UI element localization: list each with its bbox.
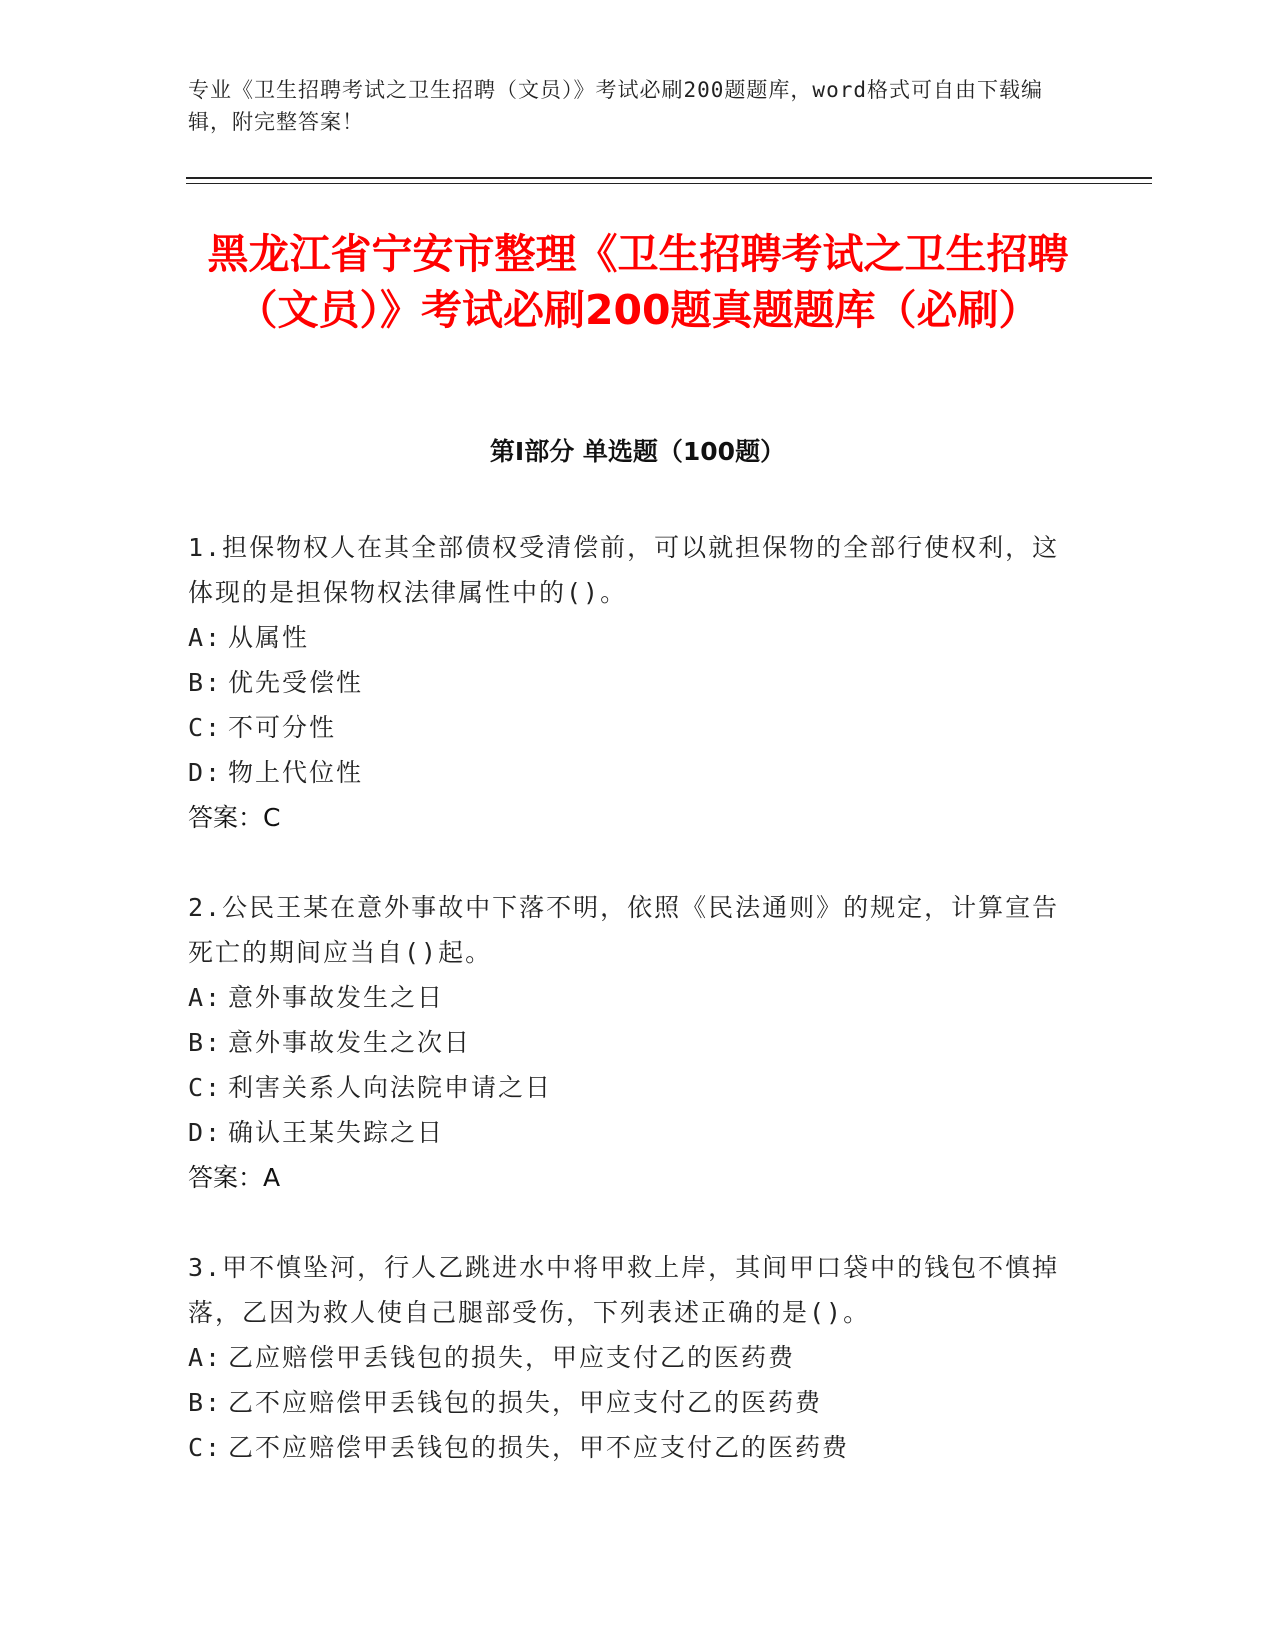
option-c	[188, 705, 1068, 750]
answer: 答案：A	[188, 1163, 281, 1192]
option-b	[188, 1380, 1068, 1425]
option-c	[188, 1425, 1068, 1470]
option-text: 物上代位性	[228, 758, 364, 787]
option-b	[188, 660, 1068, 705]
option-text: 乙不应赔偿甲丢钱包的损失，甲不应支付乙的医药费	[228, 1433, 850, 1462]
option-key: B:	[188, 1028, 223, 1057]
question-1	[188, 525, 1068, 840]
question-stem: 3.甲不慎坠河，行人乙跳进水中将甲救上岸，其间甲口袋中的钱包不慎掉落，乙因为救人使自己腿部受伤，下列表述正确的是()。	[188, 1253, 1060, 1327]
option-text: 乙应赔偿甲丢钱包的损失，甲应支付乙的医药费	[228, 1343, 796, 1372]
option-key: B:	[188, 668, 223, 697]
answer: 答案：C	[188, 803, 281, 832]
option-key: D:	[188, 1118, 223, 1147]
document-title: 黑龙江省宁安市整理《卫生招聘考试之卫生招聘（文员）》考试必刷200题真题题库（必刷）	[207, 230, 1069, 334]
option-a	[188, 1335, 1068, 1380]
option-text: 利害关系人向法院申请之日	[228, 1073, 553, 1102]
option-key: C:	[188, 713, 223, 742]
option-key: D:	[188, 758, 223, 787]
option-b	[188, 1020, 1068, 1065]
option-text: 不可分性	[228, 713, 337, 742]
question-stem: 1.担保物权人在其全部债权受清偿前，可以就担保物的全部行使权利，这体现的是担保物权法律属性中的()。	[188, 533, 1060, 607]
option-text: 优先受偿性	[228, 668, 364, 697]
option-text: 确认王某失踪之日	[228, 1118, 445, 1147]
option-key: A:	[188, 983, 223, 1012]
section-title: 第Ⅰ部分 单选题（100题）	[489, 437, 786, 466]
option-key: B:	[188, 1388, 223, 1417]
question-2	[188, 885, 1068, 1200]
option-a	[188, 975, 1068, 1020]
option-key: A:	[188, 1343, 223, 1372]
option-key: A:	[188, 623, 223, 652]
option-d	[188, 1110, 1068, 1155]
option-d	[188, 750, 1068, 795]
question-stem: 2.公民王某在意外事故中下落不明，依照《民法通则》的规定，计算宣告死亡的期间应当自()起。	[188, 893, 1060, 967]
option-c	[188, 1065, 1068, 1110]
option-text: 乙不应赔偿甲丢钱包的损失，甲应支付乙的医药费	[228, 1388, 823, 1417]
option-text: 意外事故发生之次日	[228, 1028, 472, 1057]
header-note: 专业《卫生招聘考试之卫生招聘（文员）》考试必刷200题题库，word格式可自由下载编辑，附完整答案！	[188, 78, 1043, 134]
header-divider-thick	[186, 177, 1152, 179]
header-divider-thin	[186, 183, 1152, 184]
option-a	[188, 615, 1068, 660]
option-text: 从属性	[228, 623, 310, 652]
option-key: C:	[188, 1073, 223, 1102]
option-text: 意外事故发生之日	[228, 983, 445, 1012]
option-key: C:	[188, 1433, 223, 1462]
question-3	[188, 1245, 1068, 1470]
